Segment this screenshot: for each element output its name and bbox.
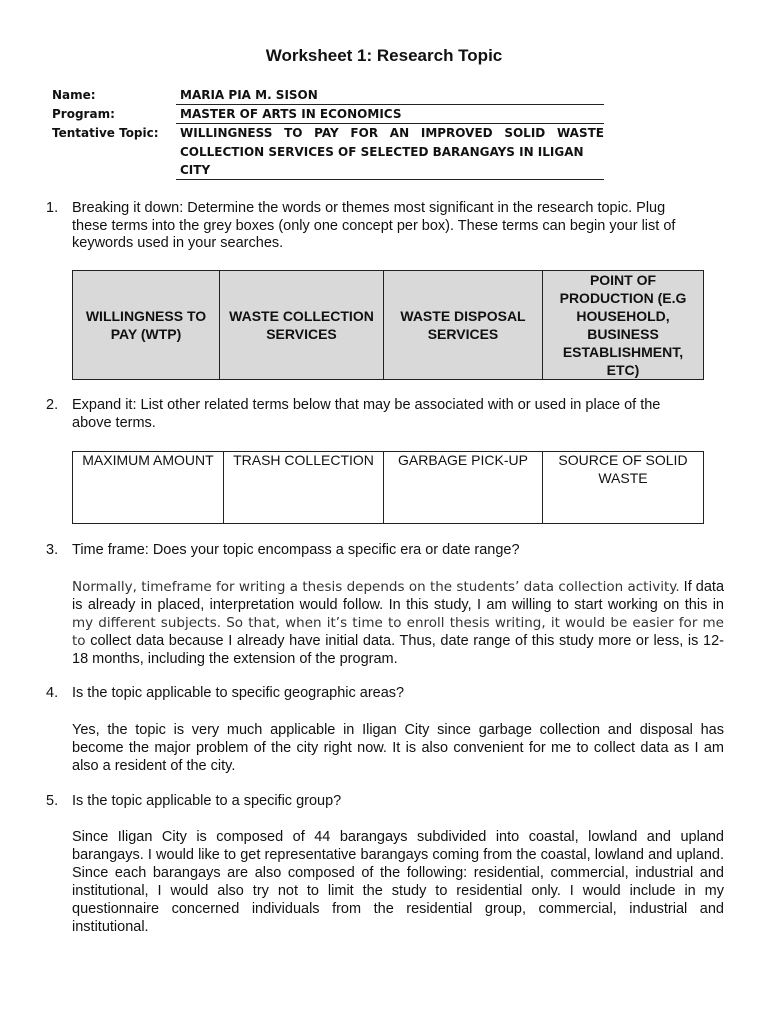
topic-value-line1: WILLINGNESS TO PAY FOR AN IMPROVED SOLID WASTE: [180, 126, 604, 140]
term-box: GARBAGE PICK-UP: [384, 452, 543, 524]
info-block: [52, 86, 604, 180]
question-text: Expand it: List other related terms below that may be associated with or used in place of the above terms.: [72, 397, 661, 431]
answer-3-part4: collect data because I already have initial data. Thus, date range of this study more or less, is 12-18 months, including the extension of the program.: [72, 633, 724, 667]
program-label: Program:: [52, 107, 115, 121]
answer-3-part3: my different subjects. So that, when it’s time to enroll thesis writing, it would be easier for me to: [72, 615, 724, 649]
question-number: 5.: [46, 793, 59, 809]
related-terms-boxes: [72, 451, 704, 524]
name-label: Name:: [52, 88, 96, 102]
question-number: 1.: [46, 200, 59, 216]
answer-3: [72, 578, 724, 668]
answer-5: Since Iligan City is composed of 44 barangays subdivided into coastal, lowland and upland barangays. I would like to get representative barangays coming from the coastal, lowland and upland. Since each barangays are also composed of the following: residential, commercial, industrial and institutional, I would also try not to limit the study to residential only. I would include in my questionnaire concerned individuals from the residential group, commercial, industrial and institutional.: [72, 829, 724, 935]
question-number: 4.: [46, 685, 59, 701]
term-box: MAXIMUM AMOUNT: [73, 452, 224, 524]
question-text: Time frame: Does your topic encompass a specific era or date range?: [72, 542, 520, 558]
term-box: TRASH COLLECTION: [224, 452, 384, 524]
question-text: Is the topic applicable to a specific group?: [72, 793, 342, 809]
grey-box: POINT OF PRODUCTION (E.G HOUSEHOLD, BUSINESS ESTABLISHMENT, ETC): [543, 271, 704, 380]
answer-4: Yes, the topic is very much applicable in Iligan City since garbage collection and disposal has become the major problem of the city right now. It is also convenient for me to collect data as I am also a resident of the city.: [72, 722, 724, 774]
answer-3-part1: Normally, timeframe for writing a thesis depends on the students’ data collection activity.: [72, 579, 680, 595]
program-value: MASTER OF ARTS IN ECONOMICS: [176, 105, 604, 124]
question-text: Is the topic applicable to specific geographic areas?: [72, 685, 405, 701]
question-number: 2.: [46, 397, 59, 413]
name-value: MARIA PIA M. SISON: [176, 86, 604, 105]
grey-box: WASTE COLLECTION SERVICES: [220, 271, 384, 380]
question-text: Breaking it down: Determine the words or themes most significant in the research topic. Plug these terms into the grey boxes (only one concept per box). These terms can begin your list of keywords used in your searches.: [72, 200, 676, 251]
grey-box: WILLINGNESS TO PAY (WTP): [73, 271, 220, 380]
keyword-grey-boxes: [72, 270, 704, 380]
topic-label: Tentative Topic:: [52, 126, 159, 140]
term-box: SOURCE OF SOLID WASTE: [543, 452, 704, 524]
answer-3-part2: If data is already in placed, interpretation would follow. In this study, I am willing to start working on this in: [72, 579, 725, 613]
page-title: Worksheet 1: Research Topic: [265, 46, 503, 65]
grey-box: WASTE DISPOSAL SERVICES: [384, 271, 543, 380]
topic-value-line2: COLLECTION SERVICES OF SELECTED BARANGAYS IN ILIGAN CITY: [176, 143, 604, 180]
question-number: 3.: [46, 542, 59, 558]
